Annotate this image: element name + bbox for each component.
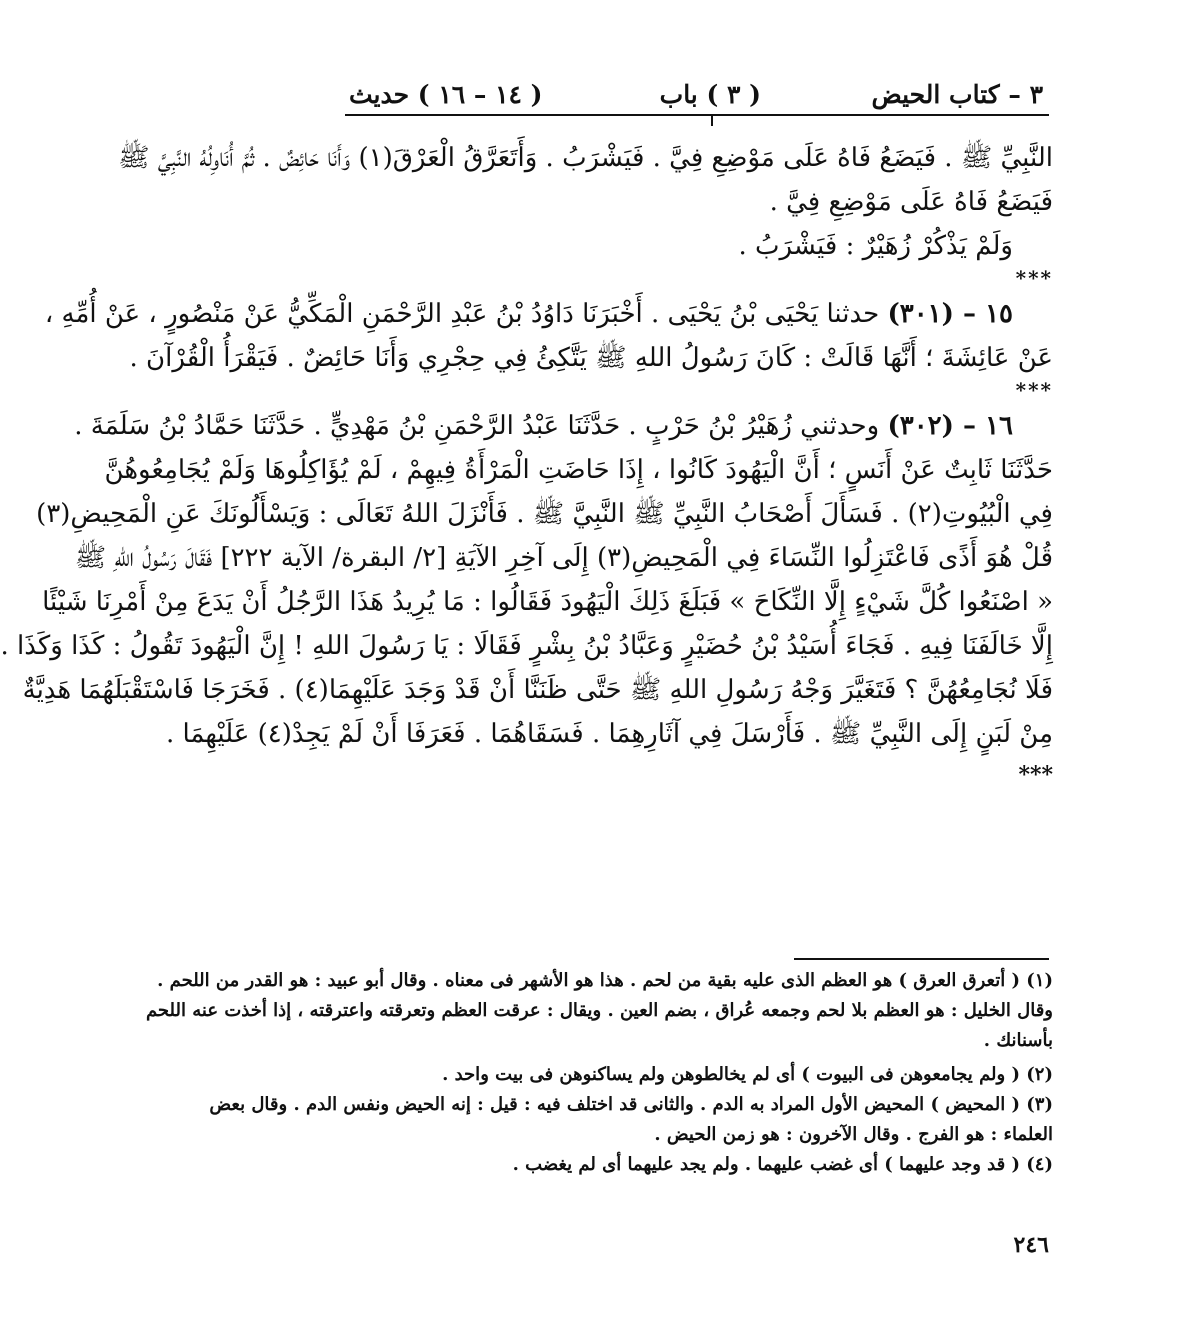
footnote-line: (٢) ( ولم يجامعوهن فى البيوت ) أى لم يخالطوهن ولم يساكنوهن فى بيت واحد . [442, 1064, 1053, 1085]
footnote-divider [794, 958, 1049, 960]
hadith-15-number: ١٥ – (٣٠١) [887, 299, 1013, 329]
text-line: إِلَّا خَالَفَنَا فِيهِ . فَجَاءَ أُسَيْدُ بْنُ حُضَيْرٍ وَعَبَّادُ بْنُ بِشْرٍ فَقَالَا : يَا رَسُولَ اللهِ ! إِنَّ الْيَهُودَ تَقُولُ : كَذَا وَكَذَا . [0, 631, 1053, 661]
footnote-line: (٤) ( قد وجد عليهما ) أى غضب عليهما . ولم يجد عليهما أى لم يغضب . [512, 1154, 1053, 1175]
header-divider [345, 114, 1049, 116]
footnotes [145, 966, 1053, 1180]
text-line: حَدَّثَنَا ثَابِتٌ عَنْ أَنَسٍ ؛ أَنَّ الْيَهُودَ كَانُوا ، إِذَا حَاضَتِ الْمَرْأَةُ فِيهِمْ ، لَمْ يُؤَاكِلُوهَا وَلَمْ يُجَامِعُوهُنَّ [104, 455, 1053, 485]
section-separator: *** [1015, 378, 1053, 402]
header-hadith-range: ( ١٤ – ١٦ ) حديث [349, 80, 543, 109]
text-line: فَيَضَعُ فَاهُ عَلَى مَوْضِعِ فِيَّ . [769, 187, 1053, 217]
header-bab-label: ( ٣ ) باب [659, 80, 761, 109]
hadith-15-first-line [44, 292, 1053, 336]
header-divider-tick [711, 114, 713, 126]
footnote-line: بأسنانك . [983, 1030, 1053, 1051]
hadith-16-text: وحدثني زُهَيْرُ بْنُ حَرْبٍ . حَدَّثَنَا عَبْدُ الرَّحْمَنِ بْنُ مَهْدِيٍّ . حَدَّثَنَا حَمَّادُ بْنُ سَلَمَةَ . [74, 411, 880, 441]
section-separator: *** [1015, 266, 1053, 290]
text-line: « اصْنَعُوا كُلَّ شَيْءٍ إِلَّا النِّكَاحَ » فَبَلَغَ ذَلِكَ الْيَهُودَ فَقَالُوا : مَا يُرِيدُ هَذَا الرَّجُلُ أَنْ يَدَعَ مِنْ أَمْرِنَا شَيْئًا [42, 587, 1053, 617]
page-number: ٢٤٦ [1013, 1232, 1049, 1258]
hadith-16-number: ١٦ – (٣٠٢) [887, 411, 1013, 441]
header-chapter-title: ٣ – كتاب الحيض [871, 80, 1043, 109]
text-line: فِي الْبُيُوتِ(٢) . فَسَأَلَ أَصْحَابُ النَّبِيِّ ﷺ النَّبِيَّ ﷺ . فَأَنْزَلَ اللهُ تَعَالَى : وَيَسْأَلُونَكَ عَنِ الْمَحِيضِ(٣) [36, 499, 1053, 529]
footnote-line: (١) ( أتعرق العرق ) هو العظم الذى عليه بقية من لحم . هذا هو الأشهر فى معناه . وقال أبو عبيد : هو القدر من اللحم . [157, 970, 1053, 991]
running-header [349, 80, 1043, 114]
hadith-15-text: حدثنا يَحْيَى بْنُ يَحْيَى . أَخْبَرَنَا دَاوُدُ بْنُ عَبْدِ الرَّحْمَنِ الْمَكِّيُّ عَنْ مَنْصُورٍ ، عَنْ أُمِّهِ ، [44, 299, 880, 329]
text-line: النَّبِيِّ ﷺ . فَيَضَعُ فَاهُ عَلَى مَوْضِعِ فِيَّ . فَيَشْرَبُ . وَأَتَعَرَّقُ الْعَرْقَ(١) وَأَنَا حَائِضٌ . ثُمَّ أُنَاوِلُهُ النَّبِيَّ ﷺ [118, 143, 1053, 173]
hadith-16-first-line [74, 404, 1053, 448]
text-line: قُلْ هُوَ أَذًى فَاعْتَزِلُوا النِّسَاءَ فِي الْمَحِيضِ(٣) إِلَى آخِرِ الآيَةِ [٢/ البقرة/ الآية ٢٢٢] فَقَالَ رَسُولُ اللهِ ﷺ [74, 543, 1053, 573]
footnote-line: (٣) ( المحيض ) المحيض الأول المراد به الدم . والثانى قد اختلف فيه : قيل : إنه الحيض ونفس الدم . وقال بعض [209, 1094, 1053, 1115]
text-line: وَلَمْ يَذْكُرْ زُهَيْرٌ : فَيَشْرَبُ . [738, 231, 1013, 261]
text-line: فَلَا نُجَامِعُهُنَّ ؟ فَتَغَيَّرَ وَجْهُ رَسُولِ اللهِ ﷺ حَتَّى ظَنَنَّا أَنْ قَدْ وَجَدَ عَلَيْهِمَا(٤) . فَخَرَجَا فَاسْتَقْبَلَهُمَا هَدِيَّةٌ [22, 675, 1053, 705]
text-line: مِنْ لَبَنٍ إِلَى النَّبِيِّ ﷺ . فَأَرْسَلَ فِي آثَارِهِمَا . فَسَقَاهُمَا . فَعَرَفَا أَنْ لَمْ يَجِدْ(٤) عَلَيْهِمَا . [165, 719, 1053, 749]
footnote-line: العلماء : هو الفرج . وقال الآخرون : هو زمن الحيض . [654, 1124, 1053, 1145]
main-text [0, 136, 1053, 790]
footnote-line: وقال الخليل : هو العظم بلا لحم وجمعه عُراق ، بضم العين . ويقال : عرقت العظم وتعرقته واعترقته ، إذا أخذت عنه اللحم [145, 1000, 1053, 1021]
text-line: عَنْ عَائِشَةَ ؛ أَنَّهَا قَالَتْ : كَانَ رَسُولُ اللهِ ﷺ يَتَّكِئُ فِي حِجْرِي وَأَنَا حَائِضٌ . فَيَقْرَأُ الْقُرْآنَ . [129, 343, 1053, 373]
end-ornament: *⁠** [1018, 762, 1053, 788]
